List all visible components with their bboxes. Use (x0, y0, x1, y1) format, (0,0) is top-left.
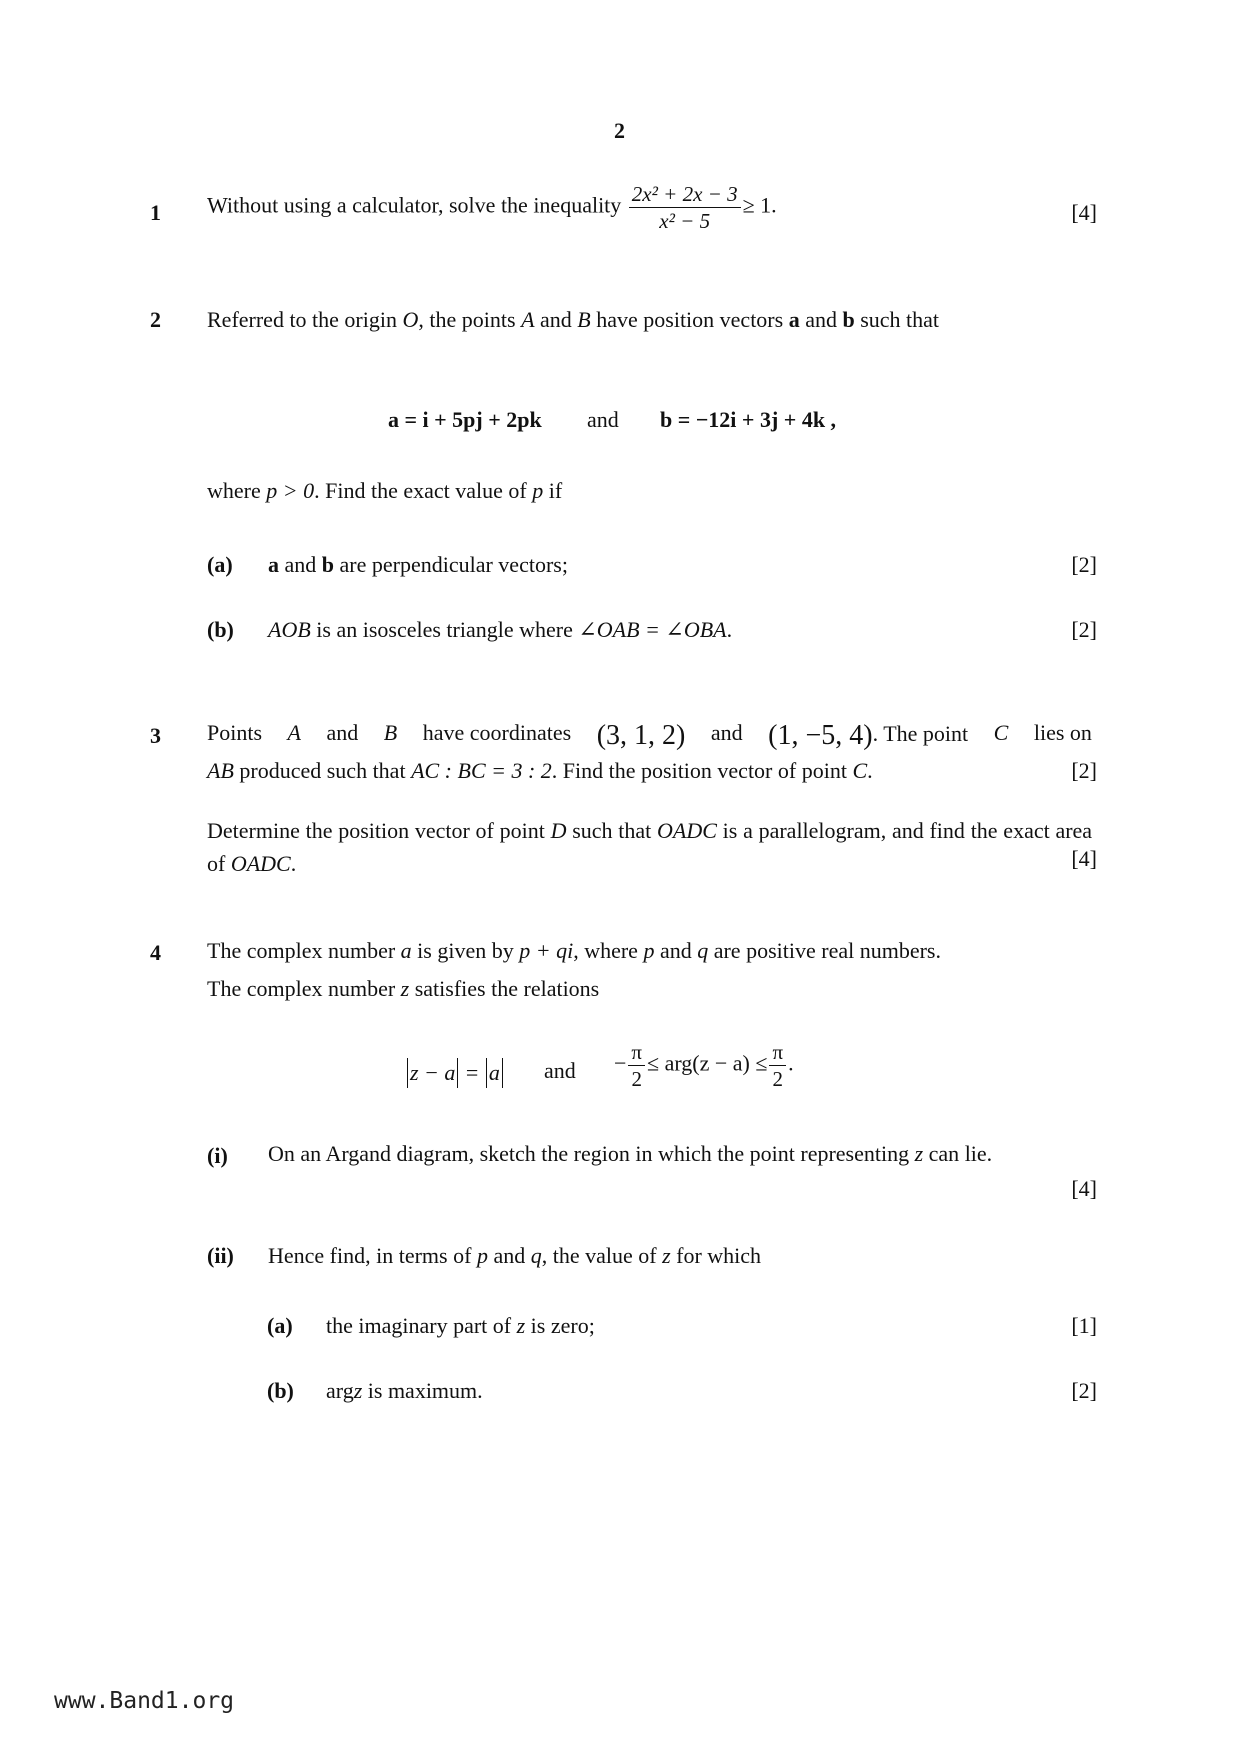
q4-fraction-pi-over-2 (769, 1040, 786, 1091)
q2-intro-text: Referred to the origin (207, 307, 397, 332)
q4-sub-a-label-text: (a) (267, 1313, 293, 1338)
q4-part-i-text (268, 1137, 1092, 1170)
q4-line-2 (207, 976, 599, 1002)
q4-sub-a-text-2: is zero; (530, 1313, 595, 1338)
q2-part-b-aob: AOB (268, 617, 311, 642)
q3-text: Points (207, 720, 263, 745)
q4-text: The complex number (207, 976, 396, 1001)
question-3-number: 3 (150, 723, 161, 748)
q2-condition-expr: p > 0 (266, 478, 315, 503)
q3-para2-text: is a parallelogram, and find (722, 818, 965, 843)
q2-condition-text: where (207, 478, 261, 503)
q4-relation-2-minus: − (614, 1050, 627, 1076)
q4-relation-1-right: a (488, 1060, 500, 1085)
q3-point-a: A (287, 720, 301, 745)
question-2-number: 2 (150, 307, 161, 332)
q2-condition-text: . Find the exact value of (314, 478, 527, 503)
q2-intro-text: and (540, 307, 572, 332)
q2-intro-text: , the points (418, 307, 516, 332)
q4-part-ii-text-2: and (493, 1243, 526, 1268)
q4-two: 2 (772, 1067, 784, 1091)
q2-intro-text: such that (860, 307, 940, 332)
q2-part-b-text (268, 617, 732, 643)
q2-vector-a-expr: a = i + 5pj + 2pk (388, 407, 542, 432)
q3-line-2 (207, 758, 873, 784)
q1-text-prefix: Without using a calculator, solve the inequality (207, 192, 622, 218)
q2-condition (207, 478, 562, 504)
q1-text-suffix: ≥ 1. (742, 192, 777, 218)
q3-line-1 (207, 720, 1092, 752)
q2-part-a-label: (a) (207, 552, 233, 577)
q4-sub-b-arg: arg (326, 1378, 354, 1403)
q4-expr-p-plus-qi: p + qi (519, 938, 574, 963)
question-1-marks: [4] (1071, 200, 1097, 225)
q4-relation-2-mid: ≤ arg(z − a) ≤ (647, 1050, 768, 1076)
q4-part-ii-text-3: , the value of (541, 1243, 657, 1268)
q2-origin-o: O (402, 307, 419, 332)
q4-relation-and: and (544, 1058, 576, 1083)
q4-part-ii-z: z (662, 1243, 671, 1268)
footer-url: www.Band1.org (54, 1688, 235, 1714)
q4-relation-2 (614, 1040, 794, 1091)
q4-line-1 (207, 938, 941, 964)
q4-text: are positive real numbers. (713, 938, 941, 963)
q4-symbol-q: q (697, 938, 709, 963)
q4-text: is given by (417, 938, 514, 963)
q4-sub-b-label (267, 1378, 294, 1404)
q2-part-b-marks: [2] (1071, 617, 1097, 642)
q4-text: satisfies the relations (414, 976, 600, 1001)
q3-para2-text: . (290, 851, 297, 876)
q4-part-i-text-3: lie. (964, 1141, 993, 1166)
q4-part-ii-label (207, 1243, 234, 1269)
question-4-number: 4 (150, 940, 161, 965)
q4-relation-1-left: z − a (410, 1060, 456, 1085)
q4-sub-a-marks: [1] (1071, 1313, 1097, 1338)
q4-part-ii-label-text: (ii) (207, 1243, 234, 1268)
q3-marks-1: [2] (1071, 758, 1097, 783)
q4-sub-a-text (326, 1313, 595, 1339)
q3-coord-b: (1, −5, 4) (768, 720, 873, 751)
q4-part-i-label-text: (i) (207, 1143, 228, 1168)
q1-fraction-denominator: x² − 5 (659, 209, 711, 233)
q2-vector-a-equation (388, 407, 542, 433)
q3-text: . Find the position vector of point (551, 758, 847, 783)
q3-text: produced such that (239, 758, 406, 783)
q4-text: and (659, 938, 692, 963)
q3-point-d: D (550, 818, 567, 843)
q2-part-b-angle: ∠OAB = ∠OBA (578, 617, 727, 642)
q2-condition-p: p (532, 478, 544, 503)
q4-symbol-z: z (400, 976, 410, 1001)
q2-and-word: and (587, 407, 619, 432)
q4-pi: π (769, 1040, 786, 1066)
q2-part-b-text-1: is an isosceles triangle where (316, 617, 573, 642)
q4-text: The complex number (207, 938, 396, 963)
q4-part-ii-text-4: for which (676, 1243, 762, 1268)
q2-part-b-label: (b) (207, 617, 234, 642)
q3-text: have coordinates (422, 720, 572, 745)
q3-oadc: OADC (657, 818, 717, 843)
q4-part-i-text-1: On an Argand diagram, sketch the region in which the point representing (268, 1141, 910, 1166)
q3-paragraph-2 (207, 814, 1092, 880)
q4-sub-b-text (326, 1378, 483, 1404)
q2-intro-text: and (805, 307, 837, 332)
q4-symbol-a: a (400, 938, 412, 963)
q4-part-i-label (207, 1143, 228, 1169)
question-1-text (207, 182, 777, 233)
q3-coord-a: (3, 1, 2) (596, 720, 686, 751)
q3-para2-text: the exact area of (207, 818, 1093, 876)
q2-part-a (207, 552, 233, 578)
q4-sub-b-label-text: (b) (267, 1378, 294, 1403)
q3-text: . (867, 758, 873, 783)
q3-text: lies on (1033, 720, 1092, 745)
question-2-intro (207, 307, 939, 333)
q4-relation-2-end: . (788, 1050, 794, 1076)
q2-part-a-vector-a: a (268, 552, 279, 577)
q4-part-ii-q: q (530, 1243, 542, 1268)
q2-part-a-text-2: are perpendicular vectors; (339, 552, 568, 577)
q1-fraction-numerator: 2x² + 2x − 3 (629, 182, 741, 208)
q4-relation-1 (405, 1058, 505, 1088)
q4-relation-1-eq: = (465, 1060, 479, 1085)
q3-ratio: AC : BC = 3 : 2 (411, 758, 552, 783)
q3-point-b: B (383, 720, 398, 745)
q2-intro-text: have position vectors (596, 307, 784, 332)
q2-vector-a-symbol: a (788, 307, 800, 332)
question-1-number: 1 (150, 200, 161, 225)
q4-two: 2 (631, 1067, 642, 1091)
q4-pi: π (628, 1040, 645, 1066)
q2-part-b-text-2: . (726, 617, 733, 642)
q2-point-b: B (577, 307, 591, 332)
q3-point-c: C (993, 720, 1009, 745)
q4-part-i-z: z (914, 1141, 924, 1166)
q3-oadc: OADC (230, 851, 291, 876)
q3-point-c: C (852, 758, 868, 783)
q3-text: . The point (872, 721, 969, 746)
q3-line-ab: AB (207, 758, 234, 783)
q4-part-ii-p: p (476, 1243, 488, 1268)
q4-sub-a-z: z (516, 1313, 526, 1338)
q2-vector-b-symbol: b (842, 307, 855, 332)
q3-para2-text: Determine the position vector of point (207, 818, 545, 843)
q4-part-ii-text (268, 1243, 761, 1269)
page-number: 2 (614, 118, 625, 143)
q1-fraction (629, 182, 741, 233)
q4-part-i-marks: [4] (1071, 1176, 1097, 1201)
q3-para2-text: such that (572, 818, 652, 843)
q2-part-b (207, 617, 234, 643)
q4-sub-b-text-2: is maximum. (367, 1378, 483, 1403)
q2-part-a-text (268, 552, 568, 578)
q2-point-a: A (521, 307, 535, 332)
q2-part-a-vector-b: b (321, 552, 335, 577)
q4-part-ii-text-1: Hence find, in terms of (268, 1243, 472, 1268)
q4-sub-b-marks: [2] (1071, 1378, 1097, 1403)
q4-fraction-pi-over-2 (628, 1040, 645, 1091)
q4-text: , where (573, 938, 638, 963)
q4-sub-a-text-1: the imaginary part of (326, 1313, 512, 1338)
q3-marks-2: [4] (1071, 846, 1097, 871)
q2-condition-text: if (548, 478, 563, 503)
q2-part-a-marks: [2] (1071, 552, 1097, 577)
q4-part-i-text-2: can (928, 1141, 960, 1166)
q2-vector-b-expr: b = −12i + 3j + 4k , (660, 407, 837, 432)
q2-vector-b-equation (660, 407, 836, 433)
q3-text: and (326, 720, 359, 745)
q4-sub-a-label (267, 1313, 293, 1339)
q3-text: and (710, 720, 743, 745)
q4-symbol-p: p (643, 938, 655, 963)
q2-part-a-text-1: and (284, 552, 317, 577)
q4-sub-b-z: z (353, 1378, 363, 1403)
